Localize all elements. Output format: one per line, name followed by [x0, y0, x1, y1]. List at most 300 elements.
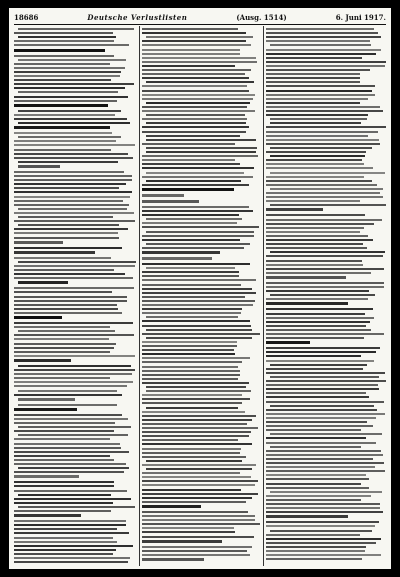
text-line	[18, 365, 131, 367]
text-line	[266, 360, 374, 362]
text-line	[266, 167, 373, 169]
text-line	[266, 321, 370, 323]
text-line	[266, 243, 363, 245]
text-line	[266, 77, 360, 79]
text-line	[266, 235, 368, 237]
text-line	[142, 176, 253, 178]
text-line	[142, 308, 242, 310]
text-line	[14, 537, 113, 539]
text-line	[14, 343, 116, 345]
text-line	[142, 448, 241, 450]
text-line	[146, 135, 240, 137]
text-line	[266, 558, 362, 560]
text-line	[146, 139, 256, 141]
text-line	[14, 532, 129, 534]
text-line	[142, 210, 253, 212]
text-line	[266, 231, 360, 233]
text-line	[14, 443, 120, 445]
text-line	[14, 524, 126, 526]
text-line	[146, 81, 254, 83]
text-line	[142, 49, 240, 51]
text-line	[266, 313, 365, 315]
text-line	[146, 114, 245, 116]
text-line	[266, 264, 363, 266]
text-line	[14, 200, 123, 202]
text-line	[18, 122, 130, 124]
text-line	[14, 545, 133, 547]
text-line	[142, 69, 251, 71]
text-line	[266, 450, 381, 452]
text-line	[146, 390, 251, 392]
text-line	[266, 151, 366, 153]
text-line	[266, 474, 366, 476]
text-line	[142, 382, 249, 384]
text-line	[266, 90, 372, 92]
text-line	[14, 257, 111, 259]
section-heading-line	[14, 104, 108, 107]
text-line	[270, 446, 361, 448]
text-line	[266, 227, 364, 229]
section-heading-line	[14, 241, 63, 244]
text-line	[14, 394, 122, 396]
text-line	[14, 347, 114, 349]
text-line	[142, 126, 249, 128]
text-line	[142, 415, 256, 417]
text-line	[266, 534, 360, 536]
section-heading-line	[14, 514, 81, 517]
newspaper-page	[9, 8, 391, 569]
text-line	[142, 427, 258, 429]
text-line	[266, 380, 386, 382]
text-line	[14, 498, 131, 500]
text-line	[266, 329, 371, 331]
text-line	[142, 443, 252, 445]
text-line	[14, 322, 133, 324]
text-line	[142, 32, 246, 34]
text-line	[18, 91, 118, 93]
text-line	[14, 247, 122, 249]
text-line	[142, 554, 250, 556]
text-line	[142, 357, 250, 359]
text-line	[142, 423, 247, 425]
text-line	[266, 351, 376, 353]
text-line	[142, 284, 241, 286]
text-line	[14, 287, 134, 289]
text-line	[14, 334, 134, 336]
text-line	[146, 329, 252, 331]
text-line	[266, 286, 384, 288]
text-line	[14, 520, 126, 522]
text-line	[266, 200, 360, 202]
text-line	[266, 308, 373, 310]
text-line	[266, 347, 380, 349]
text-line	[146, 36, 253, 38]
text-line	[142, 378, 238, 380]
text-line	[266, 36, 381, 38]
text-line	[146, 386, 246, 388]
text-line	[142, 65, 235, 67]
text-line	[146, 172, 244, 174]
text-line	[266, 388, 379, 390]
text-line	[18, 426, 131, 428]
text-line	[266, 196, 383, 198]
text-line	[266, 325, 366, 327]
text-line	[270, 122, 361, 124]
text-line	[266, 550, 365, 552]
text-line	[266, 454, 383, 456]
text-line	[14, 83, 134, 85]
text-line	[266, 139, 379, 141]
page-number: 18686	[14, 12, 39, 22]
text-line	[266, 192, 380, 194]
text-line	[14, 459, 114, 461]
text-line	[266, 368, 363, 370]
text-line	[266, 499, 361, 501]
text-line	[146, 407, 238, 409]
text-line	[142, 511, 248, 513]
text-line	[146, 180, 241, 182]
text-line	[266, 214, 365, 216]
text-line	[266, 180, 372, 182]
text-line	[14, 175, 132, 177]
text-line	[266, 290, 369, 292]
text-line	[146, 267, 235, 269]
column-divider-2	[263, 26, 264, 566]
text-line	[14, 187, 119, 189]
section-heading-line	[142, 505, 201, 508]
text-line	[266, 98, 368, 100]
text-line	[266, 247, 367, 249]
text-line	[142, 239, 240, 241]
text-line	[14, 269, 114, 271]
text-line	[266, 176, 364, 178]
text-line	[266, 32, 378, 34]
text-line	[14, 338, 109, 340]
text-line	[266, 483, 361, 485]
text-line	[14, 191, 132, 193]
text-line	[142, 106, 247, 108]
text-line	[14, 471, 124, 473]
text-line	[266, 49, 381, 51]
text-line	[14, 144, 135, 146]
text-line	[14, 179, 132, 181]
text-line	[266, 507, 380, 509]
text-line	[14, 87, 125, 89]
section-heading-line	[142, 188, 234, 191]
text-line	[146, 231, 254, 233]
text-line	[142, 271, 239, 273]
text-line	[266, 317, 374, 319]
text-line	[142, 98, 253, 100]
text-line	[146, 468, 252, 470]
text-line	[266, 143, 380, 145]
text-line	[142, 366, 238, 368]
text-line	[14, 232, 118, 234]
text-line	[266, 458, 373, 460]
text-line	[18, 261, 136, 263]
text-line	[142, 402, 242, 404]
text-line	[14, 140, 116, 142]
text-line	[142, 118, 247, 120]
text-line	[266, 73, 360, 75]
text-line	[266, 85, 375, 87]
text-line	[14, 55, 114, 57]
text-line	[14, 463, 126, 465]
text-line	[142, 57, 256, 59]
text-line	[14, 373, 132, 375]
text-line	[266, 40, 370, 42]
text-line	[142, 222, 237, 224]
text-line	[18, 59, 126, 61]
text-line	[142, 435, 249, 437]
text-line	[142, 464, 256, 466]
section-heading-line	[18, 398, 75, 401]
section-heading-line	[14, 359, 71, 362]
text-line	[266, 487, 369, 489]
text-line	[266, 409, 377, 411]
text-line	[142, 90, 249, 92]
text-line	[142, 501, 246, 503]
text-line	[14, 312, 122, 314]
text-line	[266, 417, 376, 419]
text-line	[142, 431, 251, 433]
text-line	[142, 159, 235, 161]
text-line	[14, 385, 127, 387]
edition-label: (Ausg. 1514)	[236, 12, 287, 22]
text-line	[142, 44, 251, 46]
text-line	[142, 439, 238, 441]
section-heading-line	[142, 540, 222, 543]
text-line	[142, 361, 242, 363]
text-line	[142, 349, 234, 351]
text-line	[14, 75, 120, 77]
text-line	[142, 394, 242, 396]
section-heading-line	[142, 194, 184, 197]
text-line	[270, 530, 372, 532]
text-line	[14, 510, 111, 512]
text-line	[270, 376, 379, 378]
text-line	[14, 326, 110, 328]
text-line	[146, 337, 252, 339]
text-line	[142, 480, 258, 482]
text-line	[14, 422, 115, 424]
text-line	[18, 404, 117, 406]
text-line	[14, 157, 133, 159]
text-line	[142, 85, 247, 87]
text-line	[266, 372, 385, 374]
text-line	[266, 333, 384, 335]
text-line	[266, 429, 361, 431]
text-line	[266, 298, 368, 300]
text-line	[142, 341, 237, 343]
text-line	[142, 292, 256, 294]
text-line	[142, 226, 259, 228]
text-line	[270, 405, 374, 407]
text-line	[142, 374, 240, 376]
text-line	[18, 467, 129, 469]
text-line	[14, 541, 117, 543]
text-line	[14, 237, 119, 239]
text-line	[18, 434, 128, 436]
text-line	[146, 102, 250, 104]
text-line	[266, 239, 373, 241]
text-line	[14, 63, 110, 65]
text-line	[14, 481, 114, 483]
text-line	[142, 167, 254, 169]
text-line	[266, 110, 383, 112]
text-line	[142, 527, 234, 529]
text-line	[146, 122, 246, 124]
text-line	[270, 251, 385, 253]
text-line	[266, 184, 377, 186]
text-line	[14, 553, 113, 555]
text-line	[18, 208, 127, 210]
text-line	[142, 411, 245, 413]
text-line	[146, 151, 256, 153]
issue-date: 6. Juni 1917.	[335, 12, 386, 22]
text-line	[266, 255, 383, 257]
text-line	[266, 126, 386, 128]
text-line	[142, 61, 257, 63]
text-line	[266, 542, 376, 544]
text-line	[14, 369, 135, 371]
text-line	[18, 161, 118, 163]
text-line	[142, 484, 255, 486]
text-line	[266, 392, 366, 394]
text-line	[142, 235, 254, 237]
text-line	[266, 425, 373, 427]
text-line	[266, 163, 364, 165]
text-line	[142, 247, 244, 249]
text-line	[142, 550, 247, 552]
text-line	[266, 282, 384, 284]
text-line	[142, 131, 246, 133]
text-line	[266, 442, 376, 444]
text-line	[14, 490, 127, 492]
section-heading-line	[266, 302, 348, 305]
text-line	[14, 557, 130, 559]
text-line	[266, 554, 381, 556]
text-line	[142, 452, 240, 454]
text-line	[142, 275, 239, 277]
text-line	[266, 260, 362, 262]
text-line	[18, 28, 134, 30]
text-line	[266, 337, 364, 339]
text-line	[266, 61, 386, 63]
text-line	[14, 149, 111, 151]
text-line	[270, 204, 386, 206]
text-line	[14, 196, 130, 198]
text-line	[266, 462, 384, 464]
text-line	[142, 345, 237, 347]
section-heading-line	[266, 276, 346, 279]
text-line	[142, 523, 260, 525]
text-line	[18, 110, 121, 112]
text-line	[142, 143, 235, 145]
text-line	[142, 296, 245, 298]
text-line	[14, 171, 124, 173]
text-line	[18, 216, 113, 218]
text-line	[142, 489, 241, 491]
text-line	[14, 561, 128, 563]
text-line	[266, 272, 371, 274]
text-line	[266, 219, 382, 221]
text-line	[146, 316, 238, 318]
text-line	[142, 419, 252, 421]
text-line	[266, 396, 369, 398]
text-line	[142, 515, 255, 517]
text-line	[14, 228, 128, 230]
text-line	[14, 114, 115, 116]
text-line	[266, 223, 374, 225]
text-line	[14, 44, 129, 46]
section-heading-line	[14, 49, 105, 52]
text-line	[14, 100, 117, 102]
text-line	[270, 118, 367, 120]
text-line	[142, 300, 255, 302]
section-heading-line	[14, 408, 77, 411]
section-heading-line	[266, 515, 348, 518]
section-heading-line	[266, 208, 323, 211]
text-line	[142, 476, 251, 478]
text-line	[18, 136, 121, 138]
text-line	[142, 40, 246, 42]
text-line	[266, 470, 385, 472]
text-line	[266, 131, 378, 133]
text-line	[266, 478, 369, 480]
text-line	[270, 491, 382, 493]
text-line	[142, 536, 254, 538]
text-line	[14, 549, 116, 551]
text-line	[14, 502, 113, 504]
text-line	[266, 69, 370, 71]
text-line	[266, 106, 380, 108]
text-line	[270, 172, 385, 174]
text-line	[266, 355, 361, 357]
text-line	[142, 312, 241, 314]
text-line	[266, 503, 380, 505]
text-line	[18, 330, 115, 332]
text-line	[142, 493, 258, 495]
text-column-1	[14, 28, 136, 566]
text-line	[14, 132, 112, 134]
text-line	[266, 28, 374, 30]
text-line	[142, 73, 245, 75]
text-line	[266, 525, 375, 527]
text-line	[266, 102, 360, 104]
text-line	[14, 96, 128, 98]
text-line	[14, 273, 125, 275]
text-line	[18, 390, 117, 392]
text-line	[14, 455, 110, 457]
text-line	[142, 353, 235, 355]
text-line	[266, 413, 385, 415]
text-line	[266, 546, 366, 548]
header-rule	[14, 24, 386, 25]
text-column-3	[266, 28, 386, 566]
text-line	[14, 430, 114, 432]
text-line	[142, 110, 255, 112]
text-line	[14, 296, 127, 298]
text-line	[14, 153, 128, 155]
column-divider-1	[139, 26, 140, 566]
text-line	[270, 364, 367, 366]
text-line	[142, 398, 250, 400]
section-heading-line	[14, 475, 79, 478]
text-line	[266, 268, 384, 270]
text-line	[142, 77, 249, 79]
text-line	[266, 511, 383, 513]
